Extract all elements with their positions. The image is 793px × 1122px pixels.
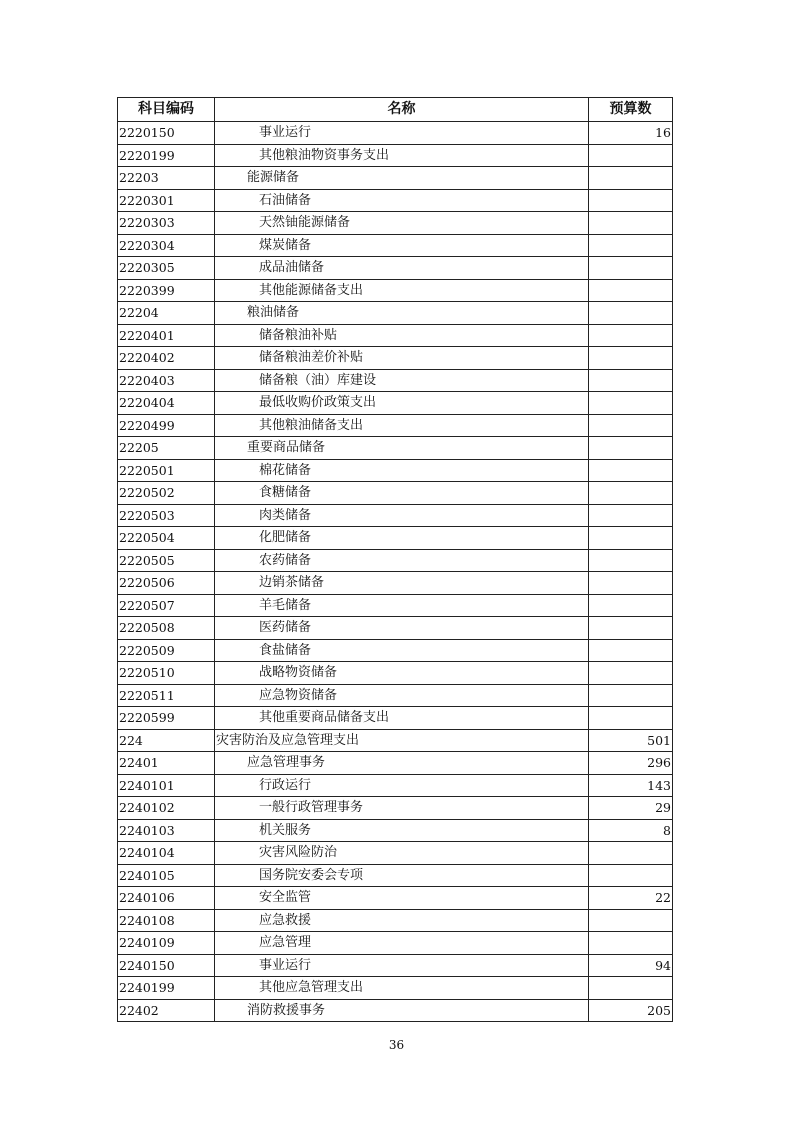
table-row xyxy=(118,369,673,392)
table-row xyxy=(118,549,673,572)
table-row xyxy=(118,279,673,302)
row-code: 2240104 xyxy=(118,842,215,865)
budget-table xyxy=(117,97,673,1022)
row-name: 最低收购价政策支出 xyxy=(215,392,589,415)
row-name: 石油储备 xyxy=(215,189,589,212)
row-name: 应急管理事务 xyxy=(215,752,589,775)
row-name: 化肥储备 xyxy=(215,527,589,550)
row-amount xyxy=(589,324,673,347)
row-name: 灾害风险防治 xyxy=(215,842,589,865)
table-row xyxy=(118,414,673,437)
row-name: 安全监管 xyxy=(215,887,589,910)
row-code: 2220507 xyxy=(118,594,215,617)
row-amount xyxy=(589,347,673,370)
row-name: 煤炭储备 xyxy=(215,234,589,257)
row-amount xyxy=(589,189,673,212)
row-code: 2220403 xyxy=(118,369,215,392)
table-row xyxy=(118,302,673,325)
table-row xyxy=(118,594,673,617)
row-amount: 94 xyxy=(589,954,673,977)
row-amount xyxy=(589,639,673,662)
row-name: 战略物资储备 xyxy=(215,662,589,685)
row-name: 能源储备 xyxy=(215,167,589,190)
table-row xyxy=(118,797,673,820)
row-amount xyxy=(589,662,673,685)
row-code: 22401 xyxy=(118,752,215,775)
row-name: 一般行政管理事务 xyxy=(215,797,589,820)
row-amount: 143 xyxy=(589,774,673,797)
row-amount xyxy=(589,459,673,482)
table-row xyxy=(118,684,673,707)
row-code: 2220199 xyxy=(118,144,215,167)
table-body xyxy=(118,122,673,1022)
row-amount xyxy=(589,864,673,887)
row-name: 粮油储备 xyxy=(215,302,589,325)
table-row xyxy=(118,707,673,730)
row-code: 2220402 xyxy=(118,347,215,370)
row-amount xyxy=(589,392,673,415)
row-code: 2220506 xyxy=(118,572,215,595)
row-amount xyxy=(589,504,673,527)
row-name: 天然铀能源储备 xyxy=(215,212,589,235)
row-amount xyxy=(589,234,673,257)
row-amount xyxy=(589,932,673,955)
row-code: 2220304 xyxy=(118,234,215,257)
row-name: 边销茶储备 xyxy=(215,572,589,595)
row-name: 储备粮（油）库建设 xyxy=(215,369,589,392)
row-amount xyxy=(589,212,673,235)
table-row xyxy=(118,189,673,212)
row-name: 重要商品储备 xyxy=(215,437,589,460)
row-amount xyxy=(589,527,673,550)
row-code: 22205 xyxy=(118,437,215,460)
row-amount xyxy=(589,842,673,865)
table-row xyxy=(118,572,673,595)
row-code: 2220305 xyxy=(118,257,215,280)
row-amount xyxy=(589,684,673,707)
row-code: 2240105 xyxy=(118,864,215,887)
row-code: 2240199 xyxy=(118,977,215,1000)
row-amount: 8 xyxy=(589,819,673,842)
row-code: 2220404 xyxy=(118,392,215,415)
row-code: 2220502 xyxy=(118,482,215,505)
table-row xyxy=(118,437,673,460)
row-code: 2220509 xyxy=(118,639,215,662)
row-name: 成品油储备 xyxy=(215,257,589,280)
row-code: 22203 xyxy=(118,167,215,190)
row-code: 2220503 xyxy=(118,504,215,527)
row-code: 2220511 xyxy=(118,684,215,707)
row-name: 事业运行 xyxy=(215,954,589,977)
row-code: 2240150 xyxy=(118,954,215,977)
row-code: 2240101 xyxy=(118,774,215,797)
row-name: 应急物资储备 xyxy=(215,684,589,707)
row-amount xyxy=(589,302,673,325)
table-row xyxy=(118,909,673,932)
row-amount xyxy=(589,414,673,437)
row-name: 肉类储备 xyxy=(215,504,589,527)
row-code: 2240108 xyxy=(118,909,215,932)
table-row xyxy=(118,662,673,685)
row-code: 224 xyxy=(118,729,215,752)
row-amount: 29 xyxy=(589,797,673,820)
table-row xyxy=(118,729,673,752)
row-code: 22204 xyxy=(118,302,215,325)
table-row xyxy=(118,977,673,1000)
row-amount: 16 xyxy=(589,122,673,145)
table-row xyxy=(118,234,673,257)
row-amount xyxy=(589,617,673,640)
table-row xyxy=(118,392,673,415)
row-amount xyxy=(589,167,673,190)
table-row xyxy=(118,144,673,167)
row-amount: 296 xyxy=(589,752,673,775)
row-code: 2220399 xyxy=(118,279,215,302)
table-row xyxy=(118,932,673,955)
page-number: 36 xyxy=(388,1038,405,1052)
table-row xyxy=(118,864,673,887)
table-row xyxy=(118,954,673,977)
row-name: 储备粮油差价补贴 xyxy=(215,347,589,370)
row-name: 其他粮油物资事务支出 xyxy=(215,144,589,167)
row-name: 灾害防治及应急管理支出 xyxy=(215,729,589,752)
row-name: 事业运行 xyxy=(215,122,589,145)
row-name: 其他能源储备支出 xyxy=(215,279,589,302)
row-code: 2220301 xyxy=(118,189,215,212)
row-name: 应急管理 xyxy=(215,932,589,955)
row-code: 2240106 xyxy=(118,887,215,910)
row-amount xyxy=(589,437,673,460)
row-amount: 22 xyxy=(589,887,673,910)
row-name: 其他重要商品储备支出 xyxy=(215,707,589,730)
row-name: 农药储备 xyxy=(215,549,589,572)
table-row xyxy=(118,122,673,145)
row-name: 棉花储备 xyxy=(215,459,589,482)
row-name: 其他粮油储备支出 xyxy=(215,414,589,437)
row-amount xyxy=(589,909,673,932)
row-amount xyxy=(589,549,673,572)
row-amount: 501 xyxy=(589,729,673,752)
row-name: 消防救援事务 xyxy=(215,999,589,1022)
row-code: 2220303 xyxy=(118,212,215,235)
row-code: 2240103 xyxy=(118,819,215,842)
row-amount: 205 xyxy=(589,999,673,1022)
row-amount xyxy=(589,279,673,302)
row-code: 22402 xyxy=(118,999,215,1022)
header-name: 名称 xyxy=(215,98,589,122)
row-amount xyxy=(589,144,673,167)
table-row xyxy=(118,167,673,190)
row-code: 2220510 xyxy=(118,662,215,685)
table-row xyxy=(118,527,673,550)
table-row xyxy=(118,819,673,842)
table-row xyxy=(118,504,673,527)
table-row xyxy=(118,752,673,775)
row-name: 国务院安委会专项 xyxy=(215,864,589,887)
header-code: 科目编码 xyxy=(118,98,215,122)
row-name: 其他应急管理支出 xyxy=(215,977,589,1000)
row-amount xyxy=(589,707,673,730)
table-row xyxy=(118,842,673,865)
table-row xyxy=(118,639,673,662)
row-name: 应急救援 xyxy=(215,909,589,932)
table-row xyxy=(118,257,673,280)
row-code: 2220599 xyxy=(118,707,215,730)
row-name: 医药储备 xyxy=(215,617,589,640)
row-code: 2220501 xyxy=(118,459,215,482)
table-row xyxy=(118,774,673,797)
row-name: 食糖储备 xyxy=(215,482,589,505)
row-code: 2220508 xyxy=(118,617,215,640)
table-row xyxy=(118,999,673,1022)
table-row xyxy=(118,324,673,347)
row-code: 2220504 xyxy=(118,527,215,550)
row-name: 羊毛储备 xyxy=(215,594,589,617)
table-row xyxy=(118,459,673,482)
row-name: 机关服务 xyxy=(215,819,589,842)
row-code: 2220401 xyxy=(118,324,215,347)
row-amount xyxy=(589,257,673,280)
table-row xyxy=(118,887,673,910)
row-name: 行政运行 xyxy=(215,774,589,797)
table-row xyxy=(118,617,673,640)
table-header-row xyxy=(118,98,673,122)
row-code: 2240102 xyxy=(118,797,215,820)
row-name: 食盐储备 xyxy=(215,639,589,662)
row-amount xyxy=(589,572,673,595)
row-code: 2220505 xyxy=(118,549,215,572)
header-amount: 预算数 xyxy=(589,98,673,122)
table-row xyxy=(118,347,673,370)
row-amount xyxy=(589,369,673,392)
row-name: 储备粮油补贴 xyxy=(215,324,589,347)
table-row xyxy=(118,212,673,235)
table-row xyxy=(118,482,673,505)
row-amount xyxy=(589,594,673,617)
row-code: 2240109 xyxy=(118,932,215,955)
row-amount xyxy=(589,977,673,1000)
row-code: 2220499 xyxy=(118,414,215,437)
row-code: 2220150 xyxy=(118,122,215,145)
row-amount xyxy=(589,482,673,505)
